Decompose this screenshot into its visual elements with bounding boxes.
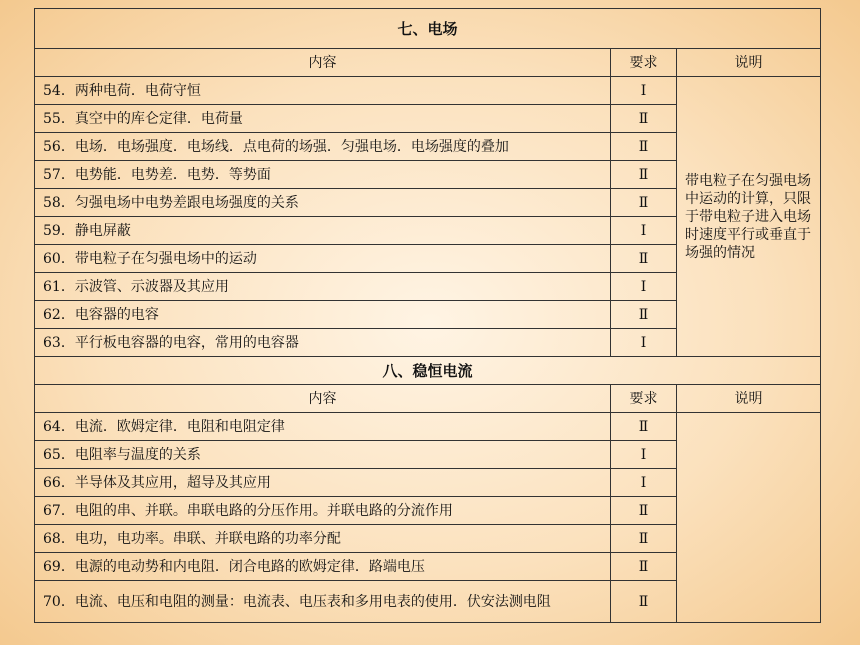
header-level: 要求 (611, 49, 677, 77)
header-note: 说明 (677, 385, 821, 413)
header-content: 内容 (35, 49, 611, 77)
table-row (35, 413, 821, 441)
item-text: 66．半导体及其应用，超导及其应用 (35, 469, 611, 497)
section-note (677, 413, 821, 623)
item-level: Ⅱ (611, 245, 677, 273)
section-title-row (35, 9, 821, 49)
item-level: Ⅰ (611, 329, 677, 357)
table-row (35, 77, 821, 105)
item-text: 59．静电屏蔽 (35, 217, 611, 245)
item-text: 62．电容器的电容 (35, 301, 611, 329)
item-level: Ⅱ (611, 581, 677, 623)
syllabus-table (34, 8, 821, 623)
item-level: Ⅱ (611, 525, 677, 553)
item-text: 55．真空中的库仑定律．电荷量 (35, 105, 611, 133)
item-text: 61．示波管、示波器及其应用 (35, 273, 611, 301)
item-text: 60．带电粒子在匀强电场中的运动 (35, 245, 611, 273)
item-level: Ⅱ (611, 301, 677, 329)
header-note: 说明 (677, 49, 821, 77)
item-level: Ⅰ (611, 77, 677, 105)
item-text: 64．电流．欧姆定律．电阻和电阻定律 (35, 413, 611, 441)
section-title-row (35, 357, 821, 385)
item-text: 70．电流、电压和电阻的测量：电流表、电压表和多用电表的使用．伏安法测电阻 (35, 581, 611, 623)
item-level: Ⅱ (611, 497, 677, 525)
syllabus-body (35, 9, 821, 623)
section-title: 八、稳恒电流 (35, 357, 821, 385)
item-level: Ⅱ (611, 161, 677, 189)
item-text: 54．两种电荷．电荷守恒 (35, 77, 611, 105)
header-row (35, 385, 821, 413)
header-content: 内容 (35, 385, 611, 413)
item-text: 69．电源的电动势和内电阻．闭合电路的欧姆定律．路端电压 (35, 553, 611, 581)
item-level: Ⅰ (611, 441, 677, 469)
item-text: 68．电功，电功率。串联、并联电路的功率分配 (35, 525, 611, 553)
item-text: 63．平行板电容器的电容，常用的电容器 (35, 329, 611, 357)
item-level: Ⅱ (611, 189, 677, 217)
section-title: 七、电场 (35, 9, 821, 49)
header-row (35, 49, 821, 77)
item-text: 57．电势能．电势差．电势．等势面 (35, 161, 611, 189)
item-text: 58．匀强电场中电势差跟电场强度的关系 (35, 189, 611, 217)
header-level: 要求 (611, 385, 677, 413)
item-text: 67．电阻的串、并联。串联电路的分压作用。并联电路的分流作用 (35, 497, 611, 525)
item-level: Ⅰ (611, 273, 677, 301)
item-level: Ⅱ (611, 105, 677, 133)
item-text: 65．电阻率与温度的关系 (35, 441, 611, 469)
item-text: 56．电场．电场强度．电场线．点电荷的场强．匀强电场．电场强度的叠加 (35, 133, 611, 161)
item-level: Ⅱ (611, 413, 677, 441)
item-level: Ⅰ (611, 469, 677, 497)
item-level: Ⅱ (611, 553, 677, 581)
section-note: 带电粒子在匀强电场中运动的计算，只限于带电粒子进入电场时速度平行或垂直于场强的情况 (677, 77, 821, 357)
item-level: Ⅱ (611, 133, 677, 161)
item-level: Ⅰ (611, 217, 677, 245)
